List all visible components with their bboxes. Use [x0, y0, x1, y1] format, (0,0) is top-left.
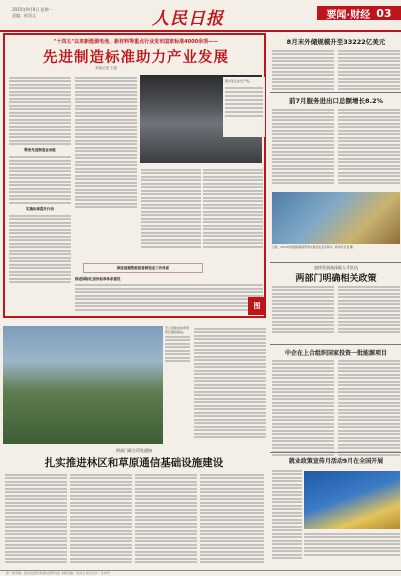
lower-text-1 — [5, 472, 67, 565]
divider — [270, 344, 401, 345]
divider — [270, 452, 401, 453]
lead-byline: 本报记者 王政 — [95, 66, 118, 70]
grassland-photo-caption-col — [165, 326, 190, 364]
lead-kicker: "十四五"以来新能源电池、新材料等重点行业发布国家标准4000余项—— — [53, 39, 219, 45]
expo-photo — [272, 192, 400, 244]
right-text-4a — [272, 358, 334, 458]
photo-caption: 图为某企业生产线。 — [225, 79, 253, 83]
right-text-5b — [304, 531, 400, 557]
right-text-2a — [272, 107, 334, 186]
right-text-2b — [338, 107, 400, 186]
lead-subhead-1: 释放先进制造业动能 — [24, 148, 56, 152]
lead-subhead-3: 推进国际化加快标准体系建设 — [75, 277, 121, 281]
lead-text-col-2 — [75, 75, 137, 210]
lead-story — [3, 33, 266, 318]
right-headline-5: 就业政策宣传月活动9月在全国开展 — [288, 458, 384, 465]
right-text-1a — [272, 48, 334, 92]
newspaper-logo: 人民日报 — [152, 9, 224, 29]
lead-text-col-1 — [9, 75, 71, 285]
lead-text-col-4 — [203, 167, 263, 249]
lead-subbox: 推进高端智能装备制造业工作体系 — [83, 263, 203, 273]
lower-text-2 — [70, 472, 132, 565]
divider — [270, 92, 401, 93]
date-info — [12, 7, 53, 19]
right-headline-1: 8月末外储规模升至33222亿美元 — [286, 38, 386, 46]
right-text-1b — [338, 48, 400, 92]
right-text-5a — [272, 468, 302, 561]
section-name: 要闻·财经 — [326, 9, 371, 21]
right-photo-caption: 日前，2025中国国际服务贸易交易会在北京举办。新华社记者 摄 — [272, 245, 353, 249]
right-headline-2: 前7月服务进出口总额增长8.2% — [288, 97, 384, 105]
divider — [270, 262, 401, 263]
lower-text-3 — [135, 472, 197, 565]
page-number: 03 — [376, 6, 392, 20]
lower-right-text — [194, 326, 266, 440]
lower-kicker: 两部门联合印发通知 — [116, 448, 152, 453]
right-text-3b — [338, 284, 400, 335]
grassland-photo-caption: 无人机航拍的草原牧区通信基站。 — [165, 326, 190, 334]
page-footer: 第一版责编：国家发展改革委政策研究室 本版责编：彭训文 版式设计：沈亦伶 — [0, 570, 401, 576]
section-banner — [317, 6, 401, 20]
seal-mark: 图 — [248, 297, 266, 315]
right-text-3a — [272, 284, 334, 335]
grassland-tower-photo — [3, 326, 163, 444]
date-line: 2025年9月8日 星期一 — [12, 7, 53, 12]
masthead — [0, 0, 401, 32]
lower-text-4 — [200, 472, 264, 565]
editor-line: 责编：彭训文 — [12, 13, 36, 18]
lower-headline: 扎实推进林区和草原通信基础设施建设 — [44, 457, 224, 469]
employment-photo — [304, 471, 400, 529]
lead-headline: 先进制造标准助力产业发展 — [43, 50, 229, 66]
lead-subhead-2: 实施标准提升行动 — [26, 206, 54, 211]
right-headline-3: 两部门明确相关政策 — [295, 274, 377, 284]
photo-caption-box — [223, 77, 265, 137]
lead-text-bottom — [75, 277, 263, 312]
right-text-4b — [338, 358, 400, 458]
right-headline-4: 中企在上合组织国家投资一批能源项目 — [284, 350, 387, 357]
right-kicker-3: 加快发展高技能人才队伍 — [314, 265, 358, 270]
lead-text-col-3 — [141, 167, 201, 249]
